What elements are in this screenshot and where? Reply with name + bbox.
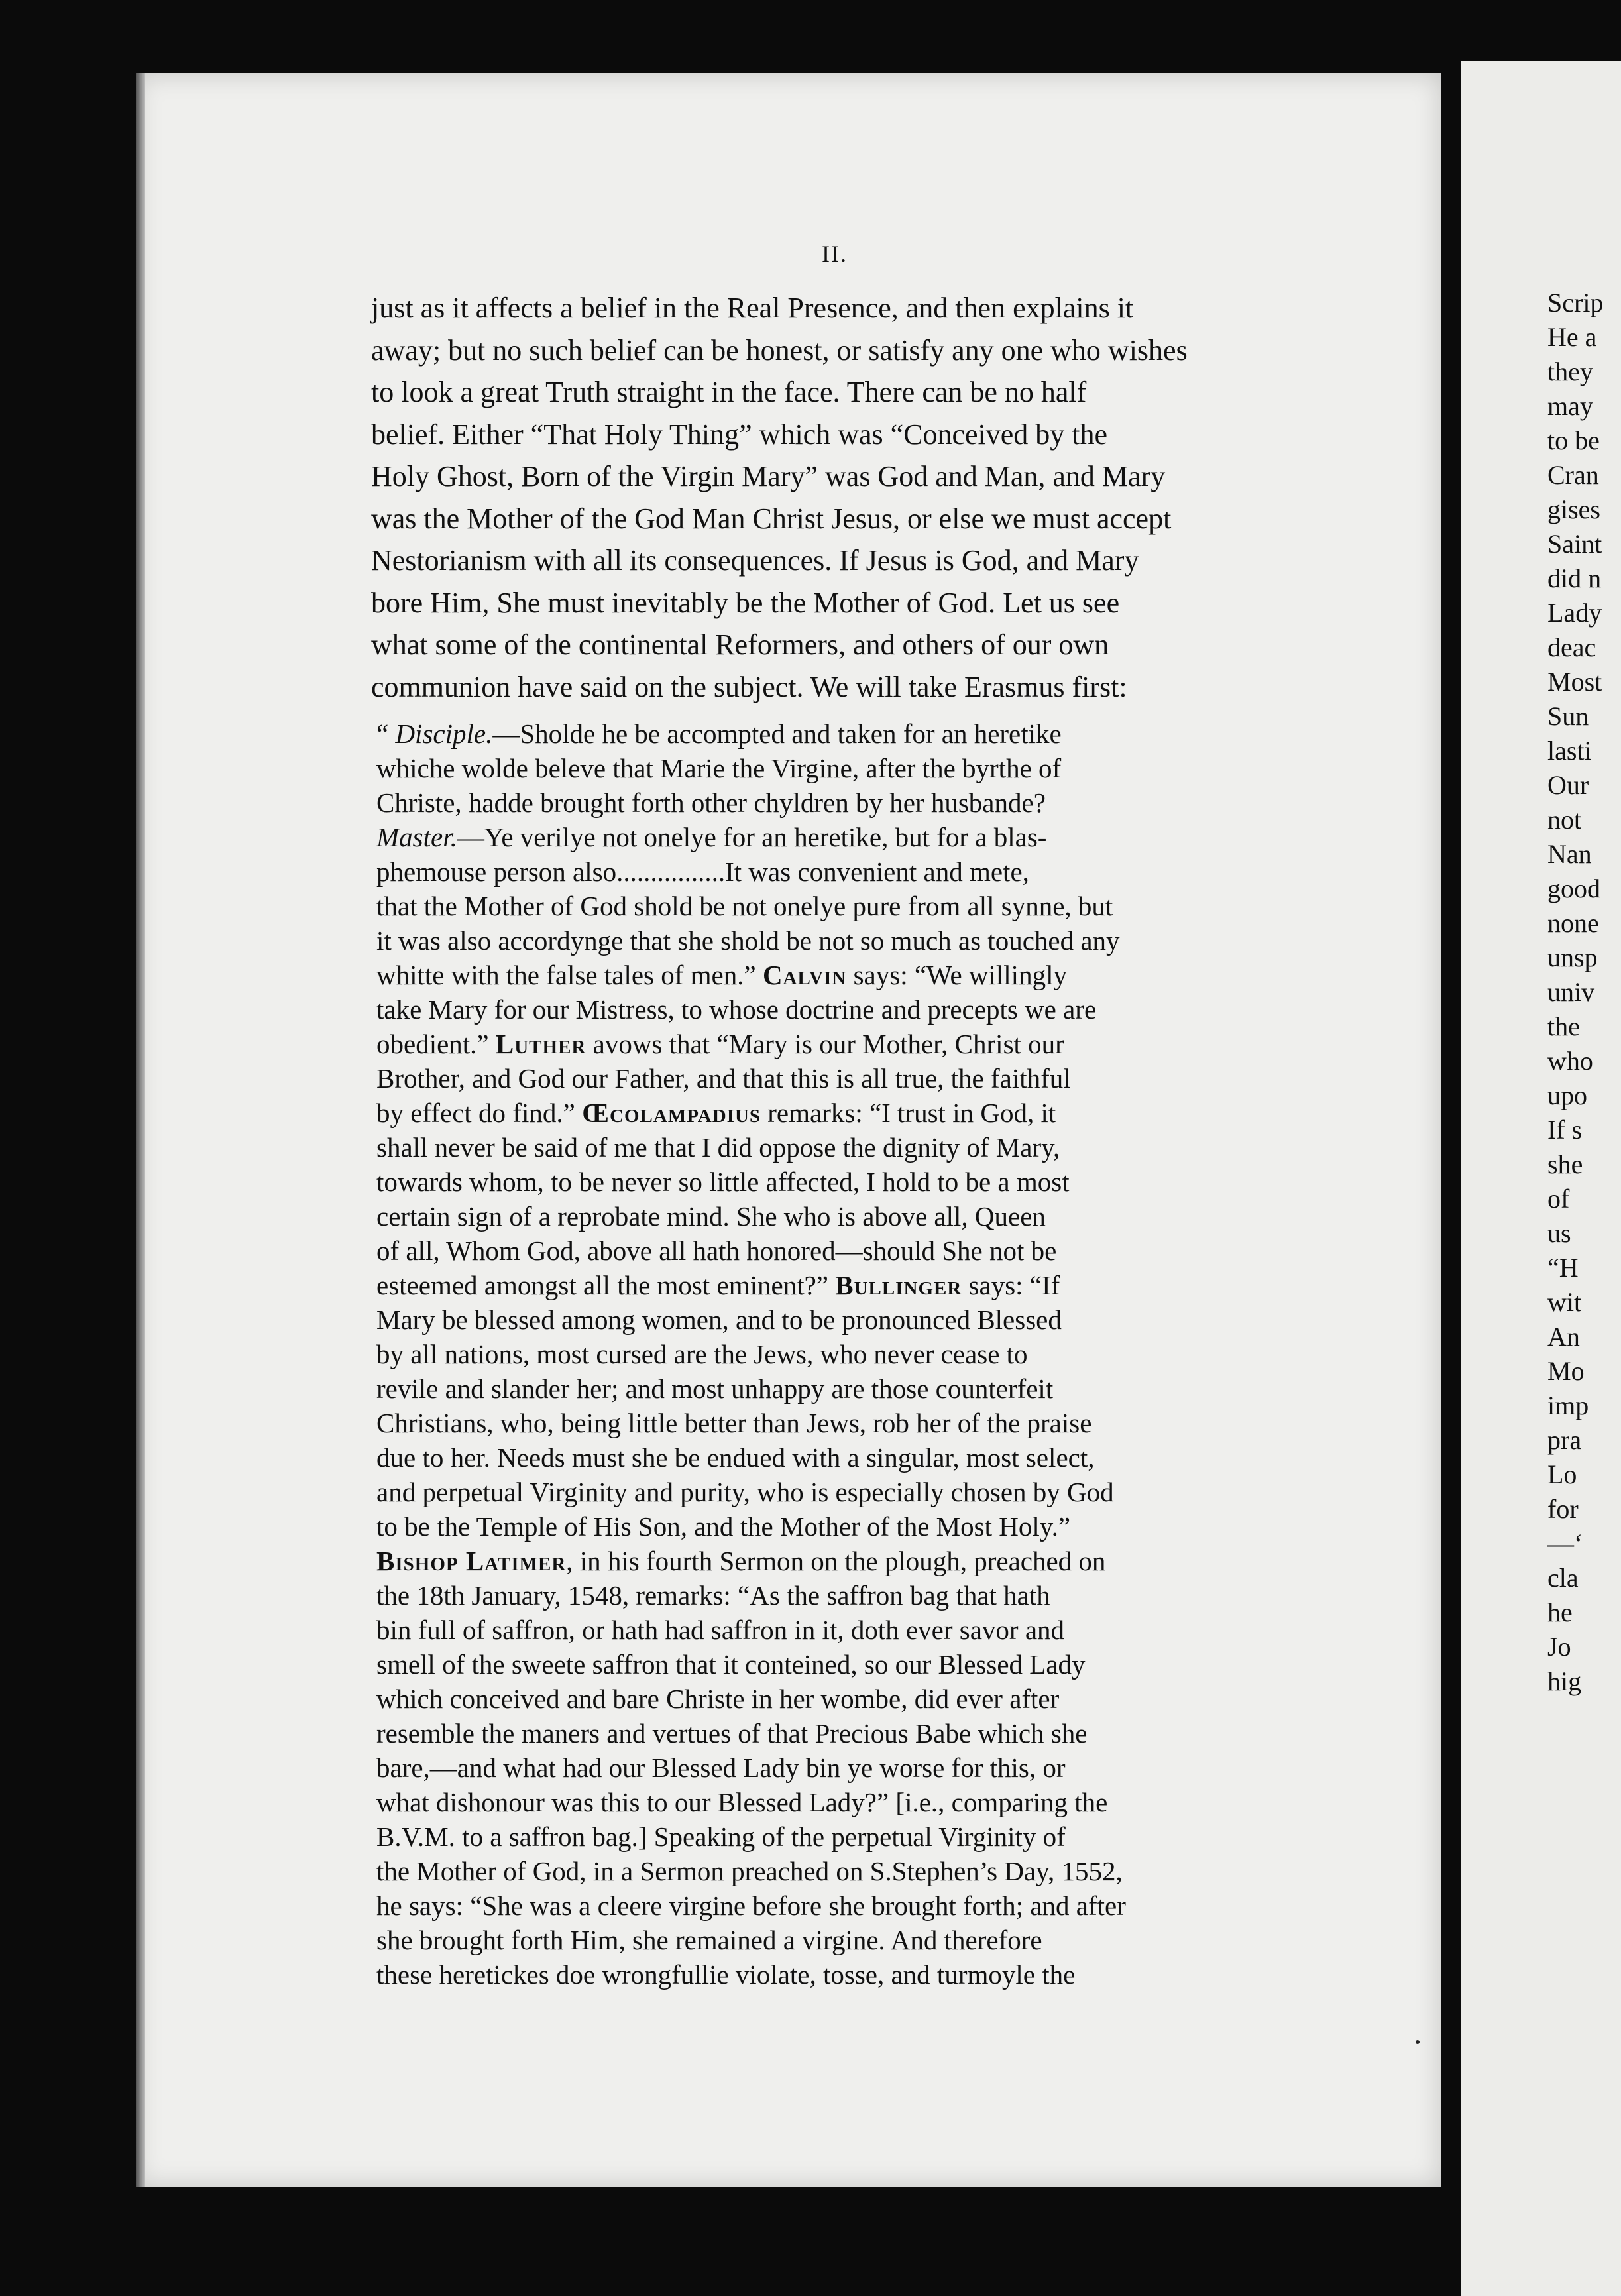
quote-line: which conceived and bare Christe in her wombe, did ever after xyxy=(376,1684,1060,1714)
right-fragment: upo xyxy=(1547,1080,1587,1110)
quote-line: resemble the maners and vertues of that Precious Babe which she xyxy=(376,1718,1088,1749)
quote-line: by all nations, most cursed are the Jews, who never cease to xyxy=(376,1339,1028,1369)
right-fragment: for xyxy=(1547,1494,1579,1524)
quote-line: certain sign of a reprobate mind. She who is above all, Queen xyxy=(376,1201,1046,1232)
master-label: Master. xyxy=(376,822,457,852)
page-gutter-edge xyxy=(136,73,145,2187)
quote-line: what dishonour was this to our Blessed Lady?” [i.e., comparing the xyxy=(376,1787,1108,1817)
quote-line: due to her. Needs must she be endued with a singular, most select, xyxy=(376,1442,1095,1473)
quote-line: the Mother of God, in a Sermon preached on S.Stephen’s Day, 1552, xyxy=(376,1856,1123,1886)
right-fragment: Lo xyxy=(1547,1460,1577,1489)
latimer-name: Bishop Latimer xyxy=(376,1546,567,1576)
paragraph-line: away; but no such belief can be honest, or satisfy any one who wishes xyxy=(371,334,1188,367)
quote-line: smell of the sweete saffron that it conteined, so our Blessed Lady xyxy=(376,1649,1086,1680)
quote-line: Bishop Latimer, in his fourth Sermon on the plough, preached on xyxy=(376,1546,1106,1576)
right-book-page xyxy=(1461,61,1621,2296)
right-fragment: Saint xyxy=(1547,529,1602,559)
right-fragment: the xyxy=(1547,1011,1580,1041)
paragraph-line: what some of the continental Reformers, and others of our own xyxy=(371,628,1109,661)
right-fragment: us xyxy=(1547,1218,1571,1248)
quote-line: of all, Whom God, above all hath honored—should She not be xyxy=(376,1235,1057,1266)
paragraph-line: was the Mother of the God Man Christ Jesus, or else we must accept xyxy=(371,502,1172,535)
quote-line: and perpetual Virginity and purity, who is especially chosen by God xyxy=(376,1477,1114,1507)
quote-line: whitte with the false tales of men.” Calvin says: “We willingly xyxy=(376,960,1067,990)
right-fragment: gises xyxy=(1547,494,1600,524)
right-fragment: Jo xyxy=(1547,1632,1571,1662)
right-fragment: cla xyxy=(1547,1563,1579,1593)
quote-line: she brought forth Him, she remained a virgine. And therefore xyxy=(376,1925,1042,1955)
quote-line: Master.—Ye verilye not onelye for an heretike, but for a blas- xyxy=(376,822,1047,852)
quote-line: Christe, hadde brought forth other chyldren by her husbande? xyxy=(376,787,1046,818)
right-fragment: he xyxy=(1547,1597,1573,1627)
quote-line: the 18th January, 1548, remarks: “As the saffron bag that hath xyxy=(376,1580,1050,1611)
quote-line: towards whom, to be never so little affected, I hold to be a most xyxy=(376,1167,1070,1197)
oecolampadius-name: Œcolampadius xyxy=(582,1098,761,1128)
paragraph-line: Holy Ghost, Born of the Virgin Mary” was God and Man, and Mary xyxy=(371,460,1166,492)
quote-line: esteemed amongst all the most eminent?” Bullinger says: “If xyxy=(376,1270,1060,1300)
paragraph-line: communion have said on the subject. We will take Erasmus first: xyxy=(371,671,1127,703)
right-fragment: Most xyxy=(1547,667,1602,697)
disciple-label: Disciple. xyxy=(395,718,493,749)
right-fragment: not xyxy=(1547,805,1582,834)
quote-line: B.V.M. to a saffron bag.] Speaking of the perpetual Virginity of xyxy=(376,1821,1066,1852)
right-fragment: “H xyxy=(1547,1253,1579,1283)
right-fragment: who xyxy=(1547,1046,1593,1076)
quote-line: bin full of saffron, or hath had saffron in it, doth ever savor and xyxy=(376,1615,1065,1645)
right-fragment: did n xyxy=(1547,563,1602,593)
quote-line: revile and slander her; and most unhappy are those counterfeit xyxy=(376,1373,1054,1404)
quote-line: phemouse person also................It was convenient and mete, xyxy=(376,856,1029,887)
right-fragment: Sun xyxy=(1547,701,1589,731)
paragraph-line: just as it affects a belief in the Real Presence, and then explains it xyxy=(371,292,1134,324)
ink-speck xyxy=(1416,2040,1420,2044)
paragraph-line: bore Him, She must inevitably be the Mother of God. Let us see xyxy=(371,587,1120,619)
right-fragment: she xyxy=(1547,1149,1583,1179)
right-fragment: pra xyxy=(1547,1425,1582,1455)
paragraph-line: Nestorianism with all its consequences. If Jesus is God, and Mary xyxy=(371,544,1139,577)
quote-line: bare,—and what had our Blessed Lady bin ye worse for this, or xyxy=(376,1752,1066,1783)
quote-line: Christians, who, being little better than Jews, rob her of the praise xyxy=(376,1408,1092,1438)
quote-line: to be the Temple of His Son, and the Mother of the Most Holy.” xyxy=(376,1511,1071,1542)
right-fragment: If s xyxy=(1547,1115,1583,1145)
quote-line: whiche wolde beleve that Marie the Virgine, after the byrthe of xyxy=(376,753,1062,783)
right-fragment: unsp xyxy=(1547,943,1598,972)
right-fragment: An xyxy=(1547,1322,1580,1351)
quote-line: that the Mother of God shold be not onelye pure from all synne, but xyxy=(376,891,1113,921)
quote-line: “ Disciple.—Sholde he be accompted and taken for an heretike xyxy=(376,718,1062,749)
right-fragment: —‘ xyxy=(1547,1528,1583,1558)
luther-name: Luther xyxy=(495,1029,587,1059)
right-fragment: deac xyxy=(1547,632,1596,662)
paragraph-line: belief. Either “That Holy Thing” which was “Conceived by the xyxy=(371,418,1108,451)
right-fragment: Cran xyxy=(1547,460,1599,490)
right-fragment: wit xyxy=(1547,1287,1582,1317)
right-fragment: Our xyxy=(1547,770,1589,800)
right-fragment: they xyxy=(1547,357,1593,386)
right-fragment: Nan xyxy=(1547,839,1592,869)
right-fragment: may xyxy=(1547,391,1593,421)
quote-line: these heretickes doe wrongfullie violate, tosse, and turmoyle the xyxy=(376,1959,1076,1990)
right-fragment: of xyxy=(1547,1184,1570,1214)
right-fragment: Mo xyxy=(1547,1356,1585,1386)
right-fragment: good xyxy=(1547,874,1600,903)
quote-line: take Mary for our Mistress, to whose doctrine and precepts we are xyxy=(376,994,1097,1025)
right-fragment: He a xyxy=(1547,322,1597,352)
quote-line: by effect do find.” Œcolampadius remarks: “I trust in God, it xyxy=(376,1098,1056,1128)
right-fragment: Lady xyxy=(1547,598,1602,628)
bullinger-name: Bullinger xyxy=(835,1270,962,1300)
quote-line: it was also accordynge that she shold be not so much as touched any xyxy=(376,925,1120,956)
right-fragment: lasti xyxy=(1547,736,1592,766)
right-fragment: to be xyxy=(1547,426,1600,455)
quote-line: he says: “She was a cleere virgine before she brought forth; and after xyxy=(376,1890,1126,1921)
page-number: II. xyxy=(822,241,848,267)
quote-line: shall never be said of me that I did oppose the dignity of Mary, xyxy=(376,1132,1060,1163)
right-fragment: imp xyxy=(1547,1391,1589,1420)
quote-line: Brother, and God our Father, and that this is all true, the faithful xyxy=(376,1063,1071,1094)
right-fragment: hig xyxy=(1547,1666,1582,1696)
paragraph-line: to look a great Truth straight in the face. There can be no half xyxy=(371,376,1087,408)
right-fragment: Scrip xyxy=(1547,288,1604,317)
right-fragment: none xyxy=(1547,908,1599,938)
right-fragment: univ xyxy=(1547,977,1595,1007)
calvin-name: Calvin xyxy=(762,960,847,990)
quote-line: Mary be blessed among women, and to be pronounced Blessed xyxy=(376,1304,1062,1335)
quote-line: obedient.” Luther avows that “Mary is our Mother, Christ our xyxy=(376,1029,1064,1059)
